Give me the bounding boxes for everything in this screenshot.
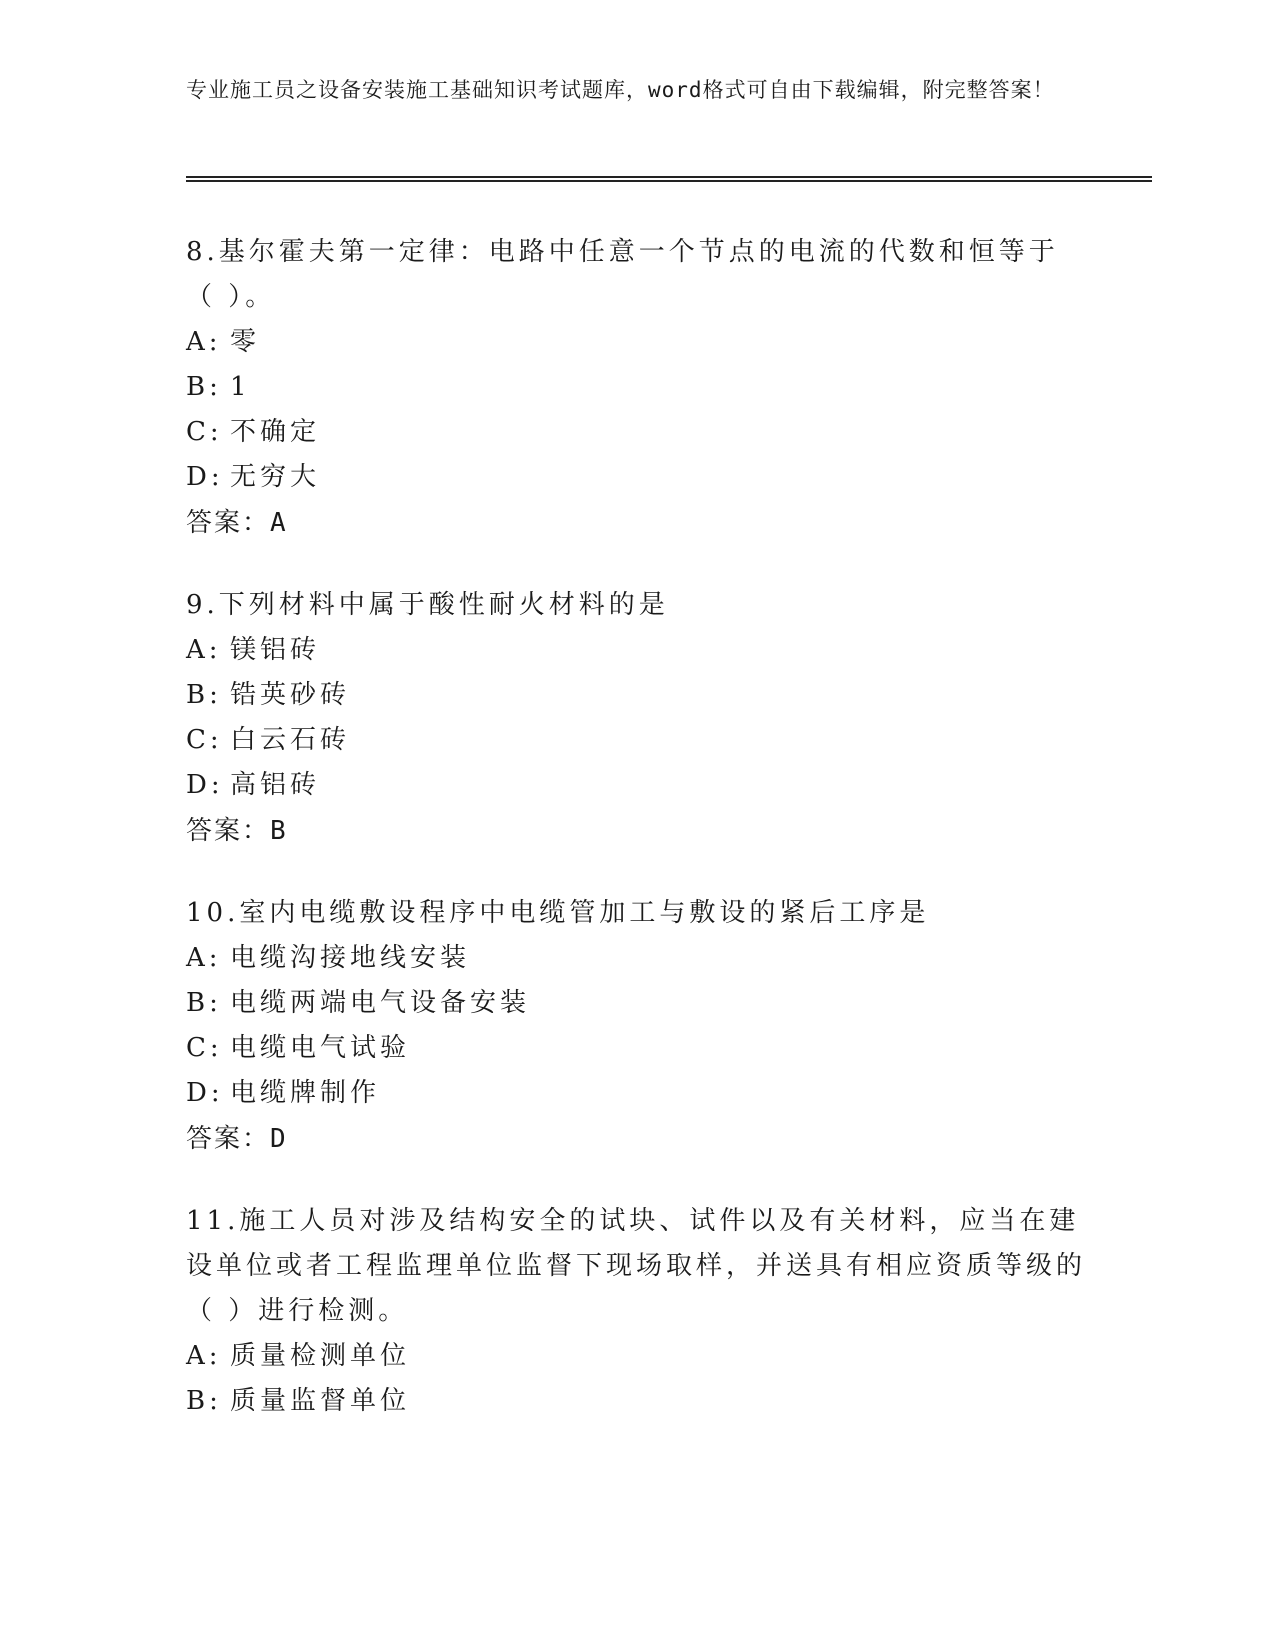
option-a [186,936,1086,981]
option-text: 不确定 [230,417,321,447]
question-stem: 8.基尔霍夫第一定律：电路中任意一个节点的电流的代数和恒等于（ ）。 [186,237,1059,312]
option-text: 电缆两端电气设备安装 [230,988,531,1018]
answer-line: 答案：D [186,1124,288,1154]
option-key: B: [186,680,222,710]
option-b [186,981,1086,1026]
option-text: 电缆沟接地线安装 [230,943,471,973]
option-text: 锆英砂砖 [230,680,351,710]
option-a [186,320,1086,365]
option-b [186,365,1086,410]
option-text: 电缆电气试验 [230,1033,411,1063]
option-key: A: [186,635,222,665]
option-d [186,763,1086,808]
option-key: C: [186,1033,223,1063]
option-a [186,628,1086,673]
answer-line: 答案：A [186,508,288,538]
question-stem: 10.室内电缆敷设程序中电缆管加工与敷设的紧后工序是 [186,898,930,928]
question-8 [186,230,1086,546]
question-10 [186,891,1086,1162]
question-11 [186,1199,1086,1424]
question-9 [186,583,1086,854]
option-text: 电缆牌制作 [230,1078,381,1108]
header-divider [186,176,1152,182]
option-key: A: [186,327,222,357]
option-key: C: [186,417,223,447]
option-key: D: [186,1078,224,1108]
option-text: 零 [230,327,261,357]
option-a [186,1334,1086,1379]
option-d [186,455,1086,500]
option-text: 1 [230,372,251,402]
option-text: 高铝砖 [230,770,321,800]
option-text: 白云石砖 [230,725,351,755]
option-key: B: [186,1386,222,1416]
option-c [186,1026,1086,1071]
option-key: D: [186,770,224,800]
answer-line: 答案：B [186,816,288,846]
option-d [186,1071,1086,1116]
document-header: 专业施工员之设备安装施工基础知识考试题库，word格式可自由下载编辑，附完整答案！ [186,78,1055,102]
question-stem: 9.下列材料中属于酸性耐火材料的是 [186,590,669,620]
option-text: 镁铝砖 [230,635,321,665]
option-text: 质量检测单位 [230,1341,411,1371]
option-c [186,718,1086,763]
option-text: 无穷大 [230,462,321,492]
option-b [186,1379,1086,1424]
option-key: A: [186,1341,222,1371]
option-key: A: [186,943,222,973]
option-key: C: [186,725,223,755]
question-stem: 11.施工人员对涉及结构安全的试块、试件以及有关材料，应当在建设单位或者工程监理单位监督下现场取样，并送具有相应资质等级的（ ）进行检测。 [186,1206,1087,1326]
question-list [186,230,1086,1461]
option-key: D: [186,462,224,492]
option-b [186,673,1086,718]
option-key: B: [186,372,222,402]
option-text: 质量监督单位 [230,1386,411,1416]
option-c [186,410,1086,455]
option-key: B: [186,988,222,1018]
